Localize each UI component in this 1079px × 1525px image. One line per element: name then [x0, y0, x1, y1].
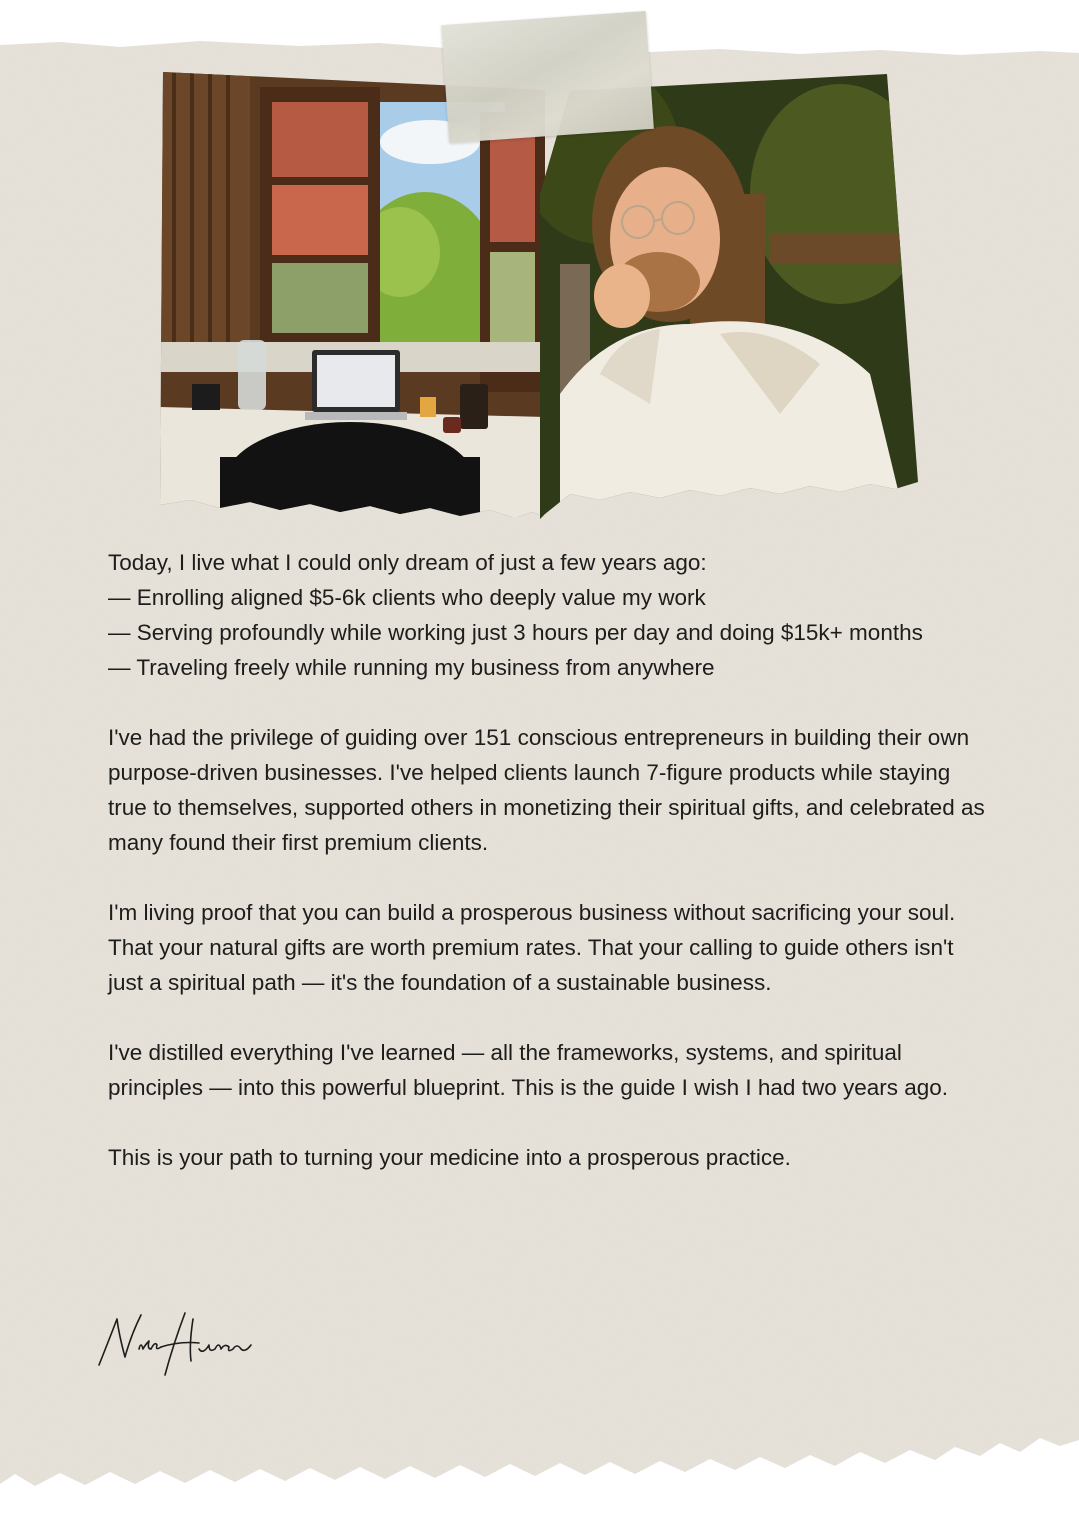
bullet-item: — Serving profoundly while working just 3 hours per day and doing $15k+ months	[108, 620, 923, 645]
portrait-photo	[540, 74, 920, 519]
paragraph-living-proof	[108, 895, 988, 1000]
living-proof-line: I'm living proof that you can build a prosperous business without sacrificing your soul.	[108, 900, 956, 925]
tape-strip	[441, 11, 654, 143]
bullet-item: — Traveling freely while running my business from anywhere	[108, 655, 715, 680]
letter-body	[108, 545, 988, 1210]
intro-block	[108, 545, 988, 685]
bullet-item: — Enrolling aligned $5-6k clients who deeply value my work	[108, 585, 706, 610]
signature	[95, 1305, 270, 1385]
intro-line: Today, I live what I could only dream of just a few years ago:	[108, 550, 707, 575]
paragraph-blueprint: I've distilled everything I've learned — all the frameworks, systems, and spiritual principles — into this powerful blueprint. This is the guide I wish I had two years ago.	[108, 1040, 949, 1100]
paragraph-closing: This is your path to turning your medicine into a prosperous practice.	[108, 1145, 791, 1170]
natural-gifts-line: That your natural gifts are worth premium rates. That your calling to guide others isn't just a spiritual path — it's the foundation of a sustainable business.	[108, 935, 954, 995]
paragraph-privilege: I've had the privilege of guiding over 151 conscious entrepreneurs in building their own purpose-driven businesses. I've helped clients launch 7-figure products while staying true to themselves, supported others in monetizing their spiritual gifts, and celebrated as many found their first premium clients.	[108, 725, 985, 855]
